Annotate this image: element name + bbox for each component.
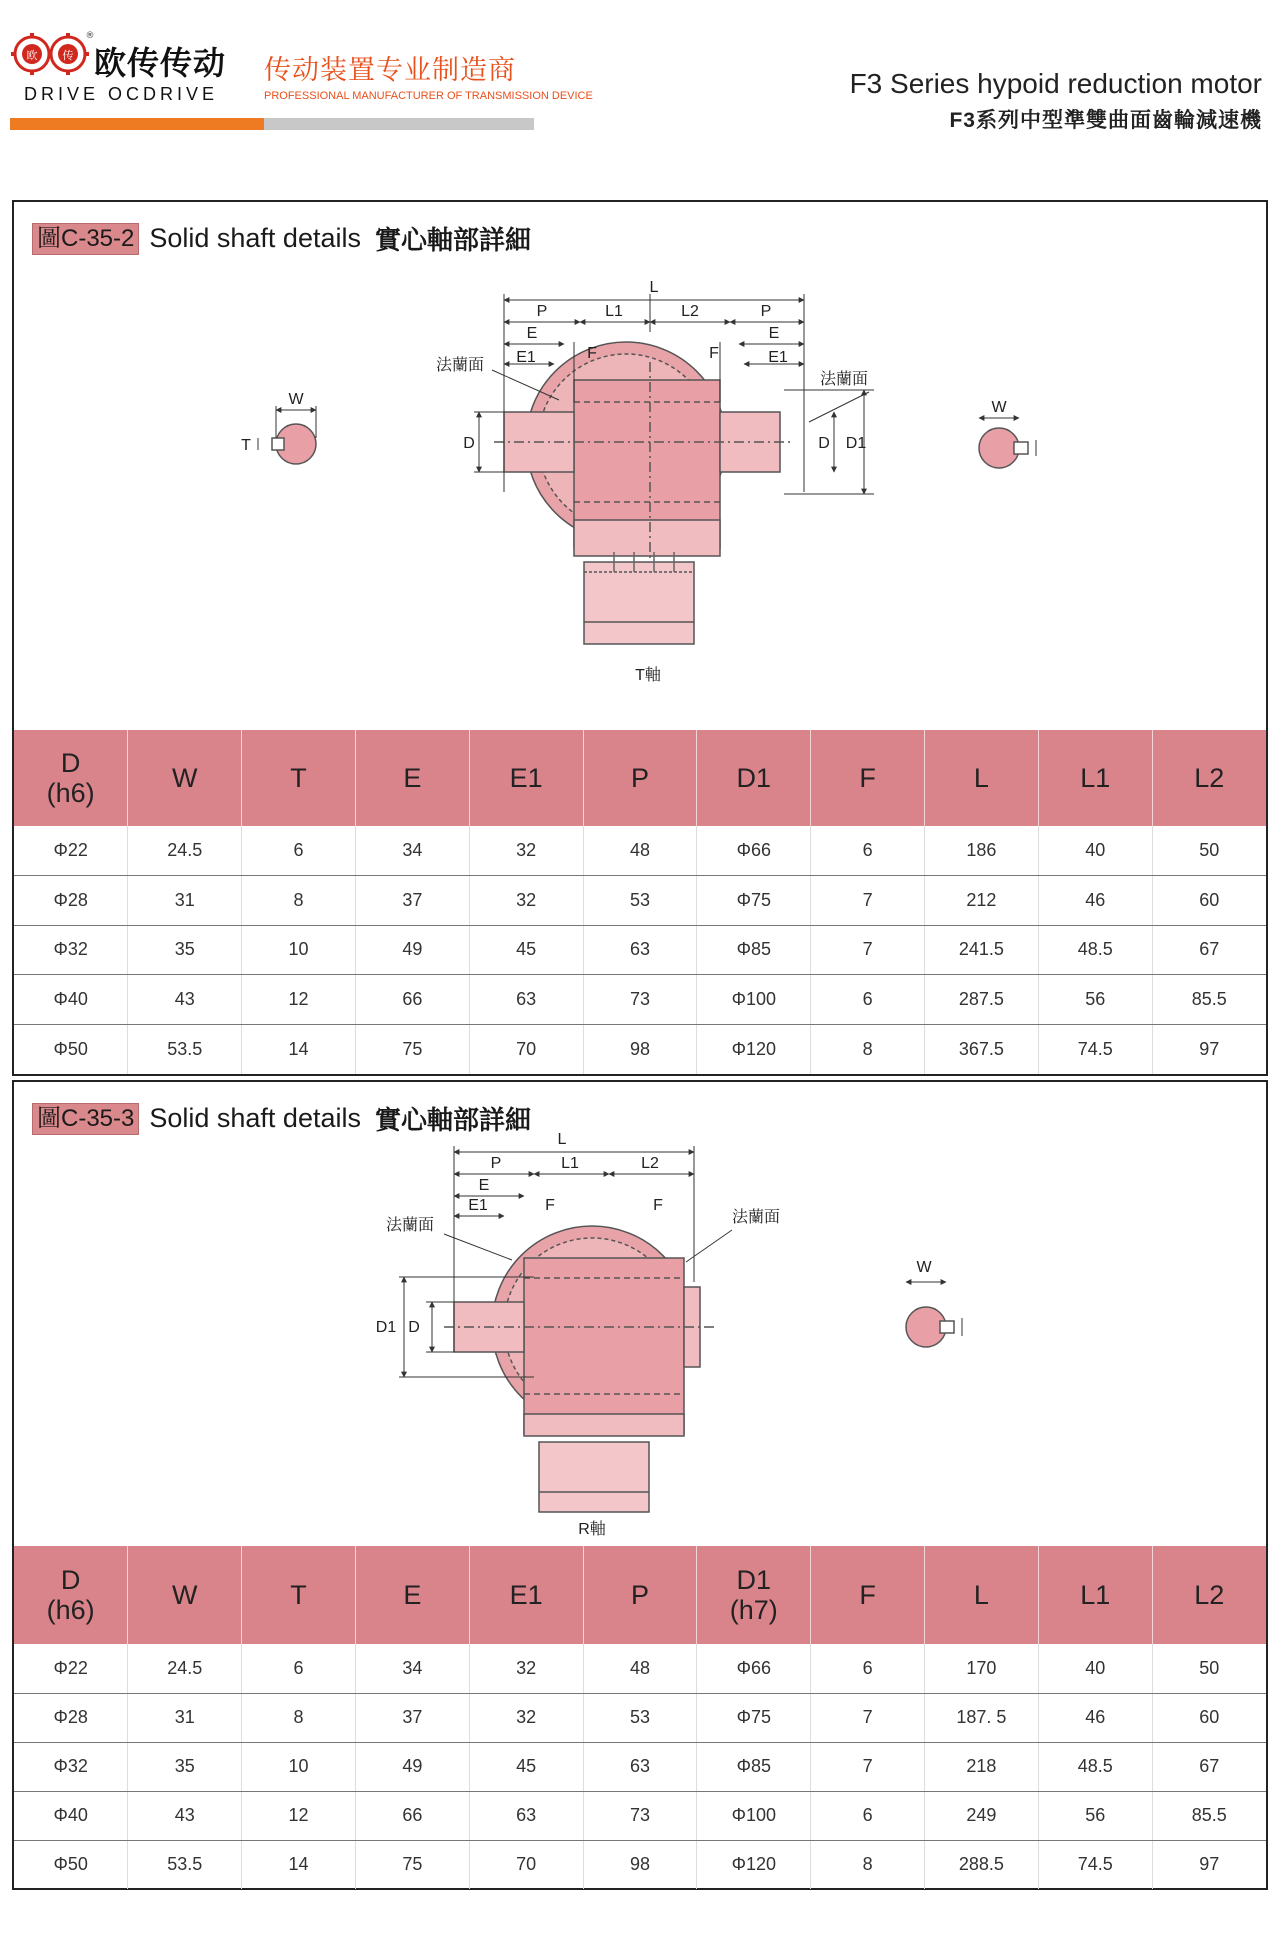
page-header bbox=[0, 0, 1280, 140]
column-header bbox=[128, 1546, 242, 1644]
svg-text:P: P bbox=[536, 303, 548, 320]
table-cell: 40 bbox=[1038, 1644, 1152, 1693]
table-cell: 46 bbox=[1038, 876, 1152, 926]
svg-text:E1: E1 bbox=[516, 349, 536, 366]
table-row bbox=[14, 1840, 1266, 1889]
page-title-en: F3 Series hypoid reduction motor bbox=[849, 68, 1262, 99]
svg-text:法蘭面: 法蘭面 bbox=[731, 1209, 781, 1226]
table-cell: 32 bbox=[469, 826, 583, 876]
svg-text:E: E bbox=[768, 325, 780, 342]
column-header bbox=[583, 1546, 697, 1644]
table-cell: 49 bbox=[355, 925, 469, 975]
column-header-sublabel: (h7) bbox=[729, 1595, 778, 1625]
table-cell: 75 bbox=[355, 1024, 469, 1074]
column-header bbox=[469, 730, 583, 826]
column-header bbox=[925, 730, 1039, 826]
column-header-label: E1 bbox=[509, 763, 543, 793]
table-cell: 6 bbox=[811, 826, 925, 876]
header-bar-gray bbox=[264, 118, 534, 130]
column-header bbox=[469, 1546, 583, 1644]
svg-text:P: P bbox=[760, 303, 772, 320]
svg-text:L2: L2 bbox=[641, 1155, 659, 1172]
table-cell: 98 bbox=[583, 1840, 697, 1889]
svg-text:法蘭面: 法蘭面 bbox=[385, 1217, 435, 1234]
gear-logo-icon bbox=[10, 30, 94, 86]
column-header bbox=[697, 1546, 811, 1644]
table-cell: 24.5 bbox=[128, 826, 242, 876]
svg-text:L: L bbox=[649, 279, 659, 296]
table-cell: 48.5 bbox=[1038, 1742, 1152, 1791]
table-cell: 14 bbox=[242, 1024, 356, 1074]
table-cell: 32 bbox=[469, 876, 583, 926]
table-cell: Φ66 bbox=[697, 1644, 811, 1693]
table-cell: 74.5 bbox=[1038, 1024, 1152, 1074]
figure2-code: 圖C-35-3 bbox=[32, 1103, 139, 1135]
table-cell: 287.5 bbox=[925, 975, 1039, 1025]
column-header-label: D1 bbox=[736, 763, 772, 793]
column-header-label: D bbox=[60, 748, 81, 778]
table-cell: 8 bbox=[242, 876, 356, 926]
column-header bbox=[14, 730, 128, 826]
table-cell: 34 bbox=[355, 826, 469, 876]
brand-name-en: DRIVE OCDRIVE bbox=[24, 84, 219, 104]
table-cell: 6 bbox=[242, 1644, 356, 1693]
column-header bbox=[242, 1546, 356, 1644]
r-shaft-drawing bbox=[14, 1082, 1266, 1546]
table-cell: Φ120 bbox=[697, 1024, 811, 1074]
table-cell: 37 bbox=[355, 1693, 469, 1742]
figure1-caption: T軸 bbox=[635, 667, 661, 684]
column-header bbox=[355, 1546, 469, 1644]
column-header bbox=[697, 730, 811, 826]
svg-text:法蘭面: 法蘭面 bbox=[435, 357, 485, 374]
table-cell: 67 bbox=[1152, 925, 1266, 975]
table-cell: Φ100 bbox=[697, 1791, 811, 1840]
table-cell: 50 bbox=[1152, 826, 1266, 876]
column-header-label: L2 bbox=[1194, 1580, 1225, 1610]
table-row bbox=[14, 876, 1266, 926]
table-cell: 6 bbox=[811, 1644, 925, 1693]
table-cell: 35 bbox=[128, 925, 242, 975]
spec-table-2 bbox=[14, 1546, 1266, 1889]
table-row bbox=[14, 826, 1266, 876]
table-cell: Φ22 bbox=[14, 1644, 128, 1693]
table-cell: 97 bbox=[1152, 1024, 1266, 1074]
table-cell: 288.5 bbox=[925, 1840, 1039, 1889]
table-cell: 32 bbox=[469, 1644, 583, 1693]
table-cell: 97 bbox=[1152, 1840, 1266, 1889]
table-cell: 14 bbox=[242, 1840, 356, 1889]
table-cell: Φ22 bbox=[14, 826, 128, 876]
table-cell: 53.5 bbox=[128, 1840, 242, 1889]
table-cell: Φ40 bbox=[14, 1791, 128, 1840]
figure1-title-en: Solid shaft details bbox=[149, 223, 361, 253]
column-header bbox=[925, 1546, 1039, 1644]
table-cell: 40 bbox=[1038, 826, 1152, 876]
column-header bbox=[1152, 730, 1266, 826]
table-cell: 98 bbox=[583, 1024, 697, 1074]
table-cell: Φ85 bbox=[697, 1742, 811, 1791]
right-key-view bbox=[979, 418, 1036, 468]
column-header-label: T bbox=[290, 1580, 307, 1610]
svg-text:F: F bbox=[709, 345, 719, 362]
table-cell: 7 bbox=[811, 876, 925, 926]
svg-text:F: F bbox=[653, 1197, 663, 1214]
table-cell: 31 bbox=[128, 876, 242, 926]
table-cell: 187. 5 bbox=[925, 1693, 1039, 1742]
table-cell: Φ32 bbox=[14, 1742, 128, 1791]
column-header bbox=[242, 730, 356, 826]
table-cell: 46 bbox=[1038, 1693, 1152, 1742]
table-cell: 10 bbox=[242, 925, 356, 975]
svg-text:W: W bbox=[288, 391, 304, 408]
table-cell: 70 bbox=[469, 1840, 583, 1889]
table-cell: 7 bbox=[811, 1693, 925, 1742]
table-cell: 6 bbox=[242, 826, 356, 876]
table-cell: Φ100 bbox=[697, 975, 811, 1025]
table-cell: 63 bbox=[469, 1791, 583, 1840]
table-cell: 50 bbox=[1152, 1644, 1266, 1693]
table-cell: 60 bbox=[1152, 1693, 1266, 1742]
t-shaft-drawing bbox=[14, 202, 1266, 730]
svg-text:F: F bbox=[587, 345, 597, 362]
table-cell: 218 bbox=[925, 1742, 1039, 1791]
table-cell: Φ75 bbox=[697, 1693, 811, 1742]
svg-text:L2: L2 bbox=[681, 303, 699, 320]
column-header-label: L1 bbox=[1080, 763, 1111, 793]
table-cell: Φ75 bbox=[697, 876, 811, 926]
svg-text:W: W bbox=[916, 1259, 932, 1276]
table-row bbox=[14, 1742, 1266, 1791]
column-header bbox=[583, 730, 697, 826]
table-row bbox=[14, 1644, 1266, 1693]
table-cell: 49 bbox=[355, 1742, 469, 1791]
table-cell: 70 bbox=[469, 1024, 583, 1074]
figure-panel-c-35-3 bbox=[12, 1080, 1268, 1890]
table-cell: Φ28 bbox=[14, 1693, 128, 1742]
gearbox-body-2 bbox=[444, 1226, 714, 1512]
table-cell: 56 bbox=[1038, 1791, 1152, 1840]
column-header bbox=[14, 1546, 128, 1644]
table-cell: Φ28 bbox=[14, 876, 128, 926]
table-cell: 85.5 bbox=[1152, 975, 1266, 1025]
column-header-sublabel: (h6) bbox=[46, 778, 95, 808]
svg-text:D: D bbox=[463, 435, 475, 452]
table-cell: 48 bbox=[583, 826, 697, 876]
column-header-label: E1 bbox=[509, 1580, 543, 1610]
column-header-label: L2 bbox=[1194, 763, 1225, 793]
table-cell: 7 bbox=[811, 925, 925, 975]
table-cell: 45 bbox=[469, 1742, 583, 1791]
column-header-label: F bbox=[859, 763, 876, 793]
figure2-title-cn: 實心軸部詳細 bbox=[374, 1105, 531, 1135]
column-header-label: W bbox=[171, 1580, 198, 1610]
table-cell: 45 bbox=[469, 925, 583, 975]
svg-text:L1: L1 bbox=[561, 1155, 579, 1172]
column-header bbox=[1038, 730, 1152, 826]
svg-text:E: E bbox=[526, 325, 538, 342]
svg-text:D1: D1 bbox=[845, 435, 867, 452]
table-cell: 73 bbox=[583, 1791, 697, 1840]
svg-text:D: D bbox=[818, 435, 830, 452]
table-cell: 32 bbox=[469, 1693, 583, 1742]
table-cell: 241.5 bbox=[925, 925, 1039, 975]
svg-text:F: F bbox=[545, 1197, 555, 1214]
table-cell: 212 bbox=[925, 876, 1039, 926]
table-cell: Φ40 bbox=[14, 975, 128, 1025]
table-cell: 34 bbox=[355, 1644, 469, 1693]
figure1-title-cn: 實心軸部詳細 bbox=[374, 225, 531, 255]
table-cell: 31 bbox=[128, 1693, 242, 1742]
figure1-title bbox=[32, 220, 531, 257]
svg-text:E: E bbox=[478, 1177, 490, 1194]
table-row bbox=[14, 1693, 1266, 1742]
table-cell: 10 bbox=[242, 1742, 356, 1791]
tagline-cn: 传动装置专业制造商 bbox=[264, 55, 516, 85]
column-header bbox=[128, 730, 242, 826]
spec-table-1 bbox=[14, 730, 1266, 1074]
table-cell: Φ50 bbox=[53, 1854, 88, 1875]
svg-text:L: L bbox=[557, 1131, 567, 1148]
table-row bbox=[14, 1791, 1266, 1840]
column-header-sublabel: (h6) bbox=[46, 1595, 95, 1625]
table-cell: Φ120 bbox=[697, 1840, 811, 1889]
table-cell: 56 bbox=[1038, 975, 1152, 1025]
svg-text:L1: L1 bbox=[605, 303, 623, 320]
table-row bbox=[14, 1024, 1266, 1074]
table-cell: 170 bbox=[925, 1644, 1039, 1693]
column-header-label: L bbox=[973, 763, 989, 793]
table-cell: 8 bbox=[242, 1693, 356, 1742]
column-header-label: L1 bbox=[1080, 1580, 1111, 1610]
tagline-en: PROFESSIONAL MANUFACTURER OF TRANSMISSION DEVICE bbox=[264, 90, 593, 102]
table-cell: 43 bbox=[128, 975, 242, 1025]
column-header-label: W bbox=[171, 763, 198, 793]
table-cell: 12 bbox=[242, 1791, 356, 1840]
table-cell: 367.5 bbox=[925, 1024, 1039, 1074]
svg-text:D: D bbox=[408, 1319, 420, 1336]
table-cell: 48 bbox=[583, 1644, 697, 1693]
column-header-label: D1 bbox=[736, 1565, 772, 1595]
column-header-label: P bbox=[630, 1580, 649, 1610]
table-cell: 48.5 bbox=[1038, 925, 1152, 975]
header-bar-orange bbox=[10, 118, 264, 130]
table-cell: 53 bbox=[583, 1693, 697, 1742]
column-header-label: P bbox=[630, 763, 649, 793]
svg-text:法蘭面: 法蘭面 bbox=[819, 371, 869, 388]
column-header-label: L bbox=[973, 1580, 989, 1610]
table-cell: 67 bbox=[1152, 1742, 1266, 1791]
table-cell: 37 bbox=[355, 876, 469, 926]
table-cell: 43 bbox=[128, 1791, 242, 1840]
table-cell: Φ32 bbox=[14, 925, 128, 975]
column-header-label: F bbox=[859, 1580, 876, 1610]
table-cell: Φ66 bbox=[697, 826, 811, 876]
gearbox-body bbox=[494, 342, 794, 644]
table-cell: Φ50 bbox=[53, 1038, 88, 1059]
svg-text:P: P bbox=[490, 1155, 502, 1172]
table-cell: Φ85 bbox=[697, 925, 811, 975]
table-cell: 75 bbox=[355, 1840, 469, 1889]
table-cell: 8 bbox=[811, 1024, 925, 1074]
table-cell: 7 bbox=[811, 1742, 925, 1791]
column-header-label: D bbox=[60, 1565, 81, 1595]
svg-text:E1: E1 bbox=[468, 1197, 488, 1214]
table-cell: 6 bbox=[811, 1791, 925, 1840]
registered-mark: ® bbox=[85, 31, 94, 41]
column-header-label: T bbox=[290, 763, 307, 793]
column-header bbox=[811, 730, 925, 826]
logo-char-left: 欧 bbox=[26, 49, 38, 62]
figure2-title-en: Solid shaft details bbox=[149, 1103, 361, 1133]
table-cell: 63 bbox=[469, 975, 583, 1025]
page-title-cn: F3系列中型準雙曲面齒輪減速機 bbox=[949, 109, 1262, 132]
figure-panel-c-35-2 bbox=[12, 200, 1268, 1076]
column-header-label: E bbox=[403, 1580, 422, 1610]
table-cell: 63 bbox=[583, 925, 697, 975]
table-cell: 249 bbox=[925, 1791, 1039, 1840]
table-cell: 24.5 bbox=[128, 1644, 242, 1693]
table-cell: 66 bbox=[355, 1791, 469, 1840]
table-cell: 35 bbox=[128, 1742, 242, 1791]
table-cell: 85.5 bbox=[1152, 1791, 1266, 1840]
table-row bbox=[14, 975, 1266, 1025]
table-cell: 74.5 bbox=[1038, 1840, 1152, 1889]
table-cell: 73 bbox=[583, 975, 697, 1025]
table-cell: 186 bbox=[925, 826, 1039, 876]
svg-text:D1: D1 bbox=[375, 1319, 397, 1336]
column-header bbox=[811, 1546, 925, 1644]
table-cell: 53.5 bbox=[128, 1024, 242, 1074]
table-cell: 60 bbox=[1152, 876, 1266, 926]
table-cell: 53 bbox=[583, 876, 697, 926]
figure2-caption: R軸 bbox=[578, 1521, 606, 1538]
table-row bbox=[14, 925, 1266, 975]
company-logo bbox=[10, 30, 250, 110]
svg-text:W: W bbox=[991, 399, 1007, 416]
logo-char-right: 传 bbox=[62, 49, 74, 62]
left-key-view bbox=[258, 406, 316, 464]
table-cell: 66 bbox=[355, 975, 469, 1025]
table-cell: 6 bbox=[811, 975, 925, 1025]
table-cell: 8 bbox=[811, 1840, 925, 1889]
svg-text:E1: E1 bbox=[768, 349, 788, 366]
table-cell: 12 bbox=[242, 975, 356, 1025]
table-cell: 63 bbox=[583, 1742, 697, 1791]
figure1-code: 圖C-35-2 bbox=[32, 223, 139, 255]
column-header bbox=[1152, 1546, 1266, 1644]
figure2-title bbox=[32, 1100, 531, 1137]
brand-name-cn: 欧传传动 bbox=[94, 45, 227, 81]
column-header bbox=[355, 730, 469, 826]
column-header bbox=[1038, 1546, 1152, 1644]
svg-text:T: T bbox=[241, 437, 251, 454]
column-header-label: E bbox=[403, 763, 422, 793]
key-view-2 bbox=[906, 1282, 962, 1347]
